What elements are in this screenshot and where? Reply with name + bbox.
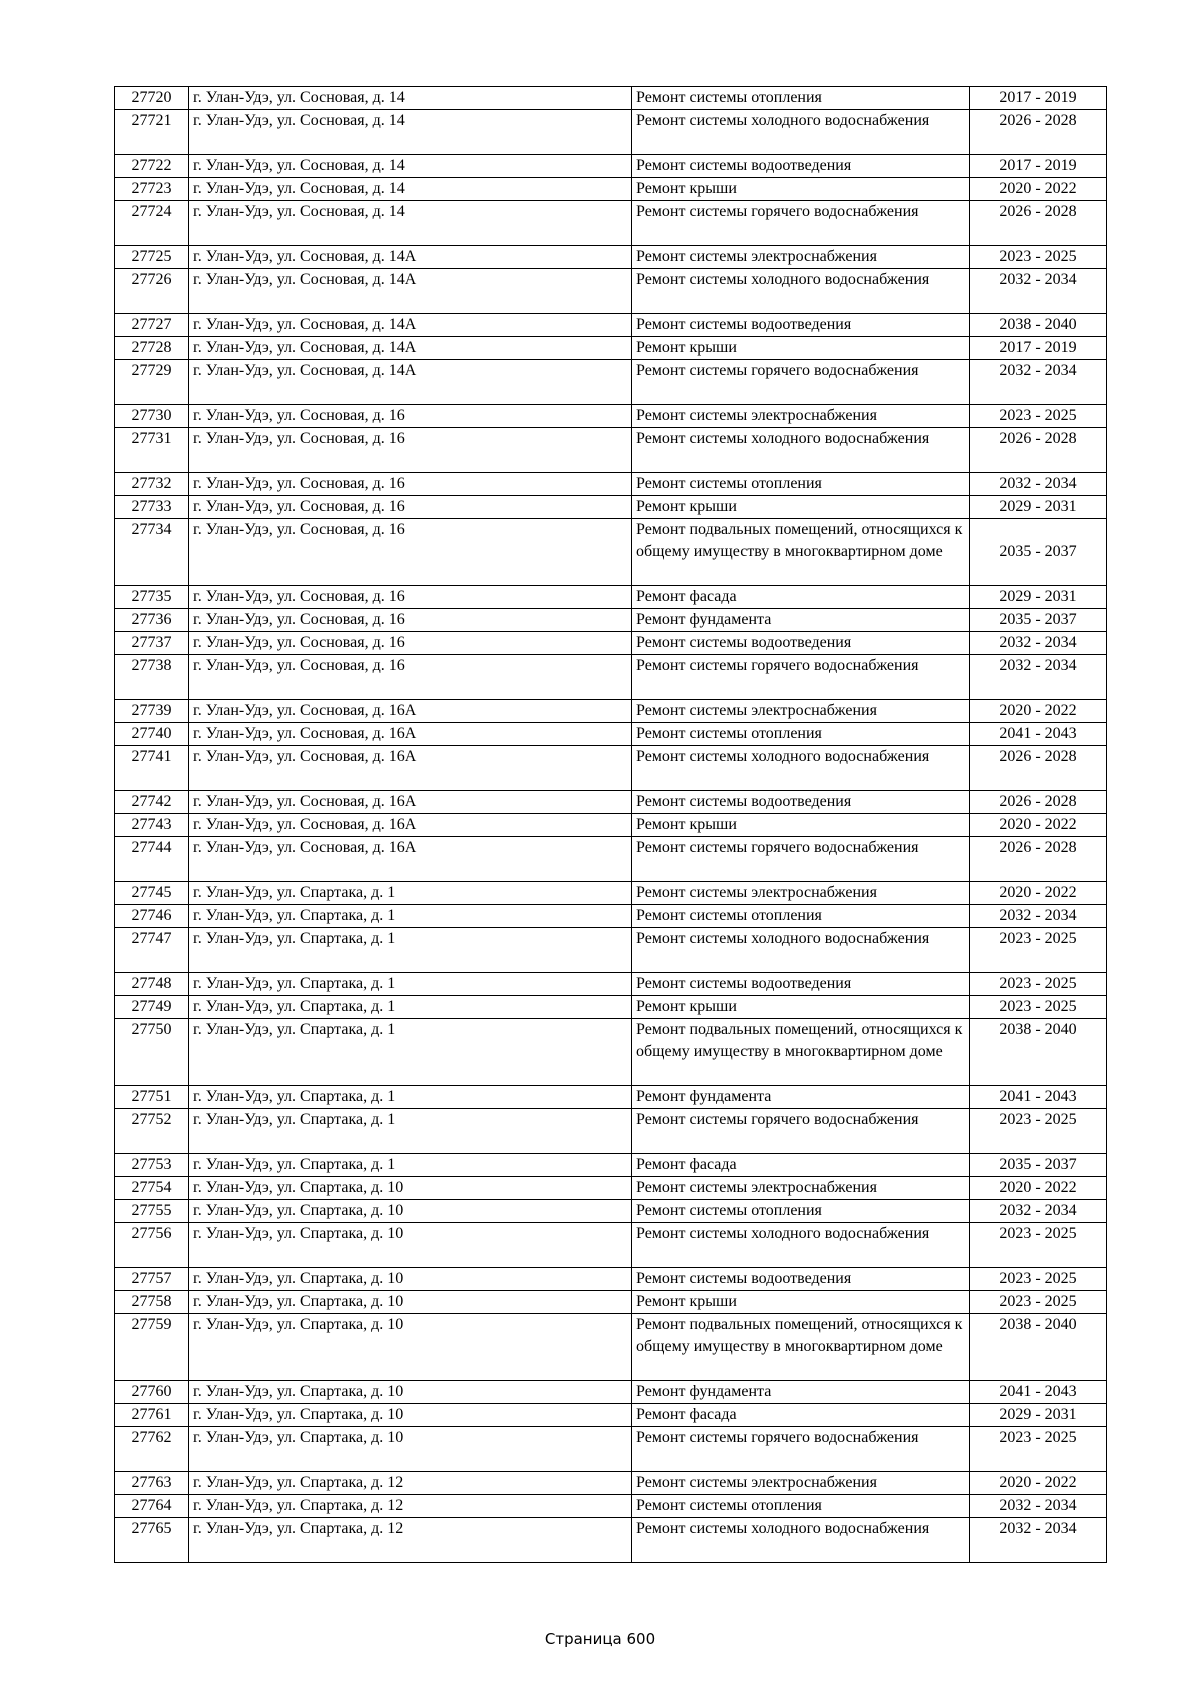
- row-number: 27732: [115, 473, 189, 496]
- row-work-type: Ремонт системы водоотведения: [632, 973, 970, 996]
- table-row: [115, 1268, 1107, 1291]
- row-address: г. Улан-Удэ, ул. Сосновая, д. 14: [189, 155, 632, 178]
- table-row: [115, 1109, 1107, 1154]
- row-work-type: Ремонт системы водоотведения: [632, 791, 970, 814]
- row-number: 27739: [115, 700, 189, 723]
- row-number: 27723: [115, 178, 189, 201]
- row-work-type: Ремонт системы холодного водоснабжения: [632, 110, 970, 155]
- row-period: 2020 - 2022: [970, 1177, 1107, 1200]
- table-row: [115, 1381, 1107, 1404]
- row-work-type: Ремонт системы отопления: [632, 1495, 970, 1518]
- row-work-type: Ремонт крыши: [632, 814, 970, 837]
- row-work-type: Ремонт системы холодного водоснабжения: [632, 746, 970, 791]
- row-period: 2023 - 2025: [970, 1223, 1107, 1268]
- row-address: г. Улан-Удэ, ул. Сосновая, д. 16А: [189, 723, 632, 746]
- row-work-type: Ремонт системы отопления: [632, 1200, 970, 1223]
- row-number: 27765: [115, 1518, 189, 1563]
- row-period: 2023 - 2025: [970, 1427, 1107, 1472]
- row-address: г. Улан-Удэ, ул. Сосновая, д. 16: [189, 632, 632, 655]
- table-row: [115, 586, 1107, 609]
- row-address: г. Улан-Удэ, ул. Спартака, д. 1: [189, 973, 632, 996]
- row-number: 27742: [115, 791, 189, 814]
- table-row: [115, 519, 1107, 586]
- row-address: г. Улан-Удэ, ул. Спартака, д. 1: [189, 905, 632, 928]
- row-period: 2026 - 2028: [970, 428, 1107, 473]
- row-work-type: Ремонт фасада: [632, 1404, 970, 1427]
- table-row: [115, 246, 1107, 269]
- row-address: г. Улан-Удэ, ул. Сосновая, д. 14А: [189, 269, 632, 314]
- table-row: [115, 87, 1107, 110]
- row-period: 2026 - 2028: [970, 746, 1107, 791]
- row-address: г. Улан-Удэ, ул. Сосновая, д. 14А: [189, 246, 632, 269]
- row-period: 2032 - 2034: [970, 655, 1107, 700]
- row-period: 2023 - 2025: [970, 1291, 1107, 1314]
- row-period: 2026 - 2028: [970, 791, 1107, 814]
- row-address: г. Улан-Удэ, ул. Сосновая, д. 16: [189, 428, 632, 473]
- row-number: 27726: [115, 269, 189, 314]
- row-work-type: Ремонт подвальных помещений, относящихся к общему имуществу в многоквартирном доме: [632, 1314, 970, 1381]
- row-number: 27761: [115, 1404, 189, 1427]
- row-work-type: Ремонт системы горячего водоснабжения: [632, 360, 970, 405]
- row-number: 27740: [115, 723, 189, 746]
- row-address: г. Улан-Удэ, ул. Сосновая, д. 14А: [189, 314, 632, 337]
- table-row: [115, 428, 1107, 473]
- row-work-type: Ремонт фасада: [632, 586, 970, 609]
- row-address: г. Улан-Удэ, ул. Спартака, д. 1: [189, 928, 632, 973]
- row-number: 27763: [115, 1472, 189, 1495]
- table-row: [115, 1086, 1107, 1109]
- row-work-type: Ремонт системы холодного водоснабжения: [632, 428, 970, 473]
- row-address: г. Улан-Удэ, ул. Сосновая, д. 16: [189, 519, 632, 586]
- row-number: 27757: [115, 1268, 189, 1291]
- table-row: [115, 1177, 1107, 1200]
- table-row: [115, 1223, 1107, 1268]
- row-period: 2035 - 2037: [970, 1154, 1107, 1177]
- row-number: 27736: [115, 609, 189, 632]
- row-number: 27754: [115, 1177, 189, 1200]
- table-row: [115, 1291, 1107, 1314]
- row-address: г. Улан-Удэ, ул. Сосновая, д. 16А: [189, 791, 632, 814]
- row-number: 27721: [115, 110, 189, 155]
- row-number: 27756: [115, 1223, 189, 1268]
- row-period: 2023 - 2025: [970, 996, 1107, 1019]
- row-address: г. Улан-Удэ, ул. Сосновая, д. 14: [189, 201, 632, 246]
- row-address: г. Улан-Удэ, ул. Спартака, д. 1: [189, 996, 632, 1019]
- row-work-type: Ремонт системы электроснабжения: [632, 882, 970, 905]
- row-work-type: Ремонт фундамента: [632, 1086, 970, 1109]
- table-row: [115, 473, 1107, 496]
- table-row: [115, 1404, 1107, 1427]
- table-row: [115, 905, 1107, 928]
- row-period: 2029 - 2031: [970, 586, 1107, 609]
- row-period: 2026 - 2028: [970, 837, 1107, 882]
- row-address: г. Улан-Удэ, ул. Сосновая, д. 14: [189, 178, 632, 201]
- row-number: 27743: [115, 814, 189, 837]
- row-period: 2041 - 2043: [970, 1381, 1107, 1404]
- row-period: 2032 - 2034: [970, 905, 1107, 928]
- row-number: 27744: [115, 837, 189, 882]
- row-address: г. Улан-Удэ, ул. Сосновая, д. 16: [189, 405, 632, 428]
- row-address: г. Улан-Удэ, ул. Сосновая, д. 14: [189, 110, 632, 155]
- row-address: г. Улан-Удэ, ул. Сосновая, д. 16: [189, 496, 632, 519]
- table-row: [115, 1427, 1107, 1472]
- row-address: г. Улан-Удэ, ул. Спартака, д. 1: [189, 1019, 632, 1086]
- row-work-type: Ремонт системы отопления: [632, 87, 970, 110]
- row-work-type: Ремонт системы водоотведения: [632, 632, 970, 655]
- row-address: г. Улан-Удэ, ул. Сосновая, д. 16А: [189, 746, 632, 791]
- row-period: 2020 - 2022: [970, 700, 1107, 723]
- row-number: 27748: [115, 973, 189, 996]
- table-body: [115, 87, 1107, 1563]
- row-period: 2032 - 2034: [970, 1495, 1107, 1518]
- row-period: 2017 - 2019: [970, 337, 1107, 360]
- row-period: 2032 - 2034: [970, 269, 1107, 314]
- row-period: 2032 - 2034: [970, 1518, 1107, 1563]
- page-number: Страница 600: [544, 1630, 656, 1648]
- row-period: 2020 - 2022: [970, 882, 1107, 905]
- row-period: 2023 - 2025: [970, 1268, 1107, 1291]
- row-address: г. Улан-Удэ, ул. Сосновая, д. 14: [189, 87, 632, 110]
- row-period: 2038 - 2040: [970, 314, 1107, 337]
- table-row: [115, 791, 1107, 814]
- row-period: 2020 - 2022: [970, 814, 1107, 837]
- row-period: 2017 - 2019: [970, 87, 1107, 110]
- row-period: 2026 - 2028: [970, 110, 1107, 155]
- table-row: [115, 837, 1107, 882]
- row-number: 27741: [115, 746, 189, 791]
- row-work-type: Ремонт системы отопления: [632, 723, 970, 746]
- table-row: [115, 360, 1107, 405]
- table-row: [115, 1200, 1107, 1223]
- table-row: [115, 1314, 1107, 1381]
- table-row: [115, 269, 1107, 314]
- row-address: г. Улан-Удэ, ул. Спартака, д. 1: [189, 1086, 632, 1109]
- row-work-type: Ремонт крыши: [632, 1291, 970, 1314]
- row-address: г. Улан-Удэ, ул. Сосновая, д. 16А: [189, 814, 632, 837]
- row-number: 27725: [115, 246, 189, 269]
- row-period: 2023 - 2025: [970, 405, 1107, 428]
- row-work-type: Ремонт системы электроснабжения: [632, 700, 970, 723]
- row-work-type: Ремонт крыши: [632, 496, 970, 519]
- table-row: [115, 178, 1107, 201]
- table-row: [115, 496, 1107, 519]
- row-number: 27734: [115, 519, 189, 586]
- row-work-type: Ремонт крыши: [632, 178, 970, 201]
- row-work-type: Ремонт системы горячего водоснабжения: [632, 837, 970, 882]
- repair-schedule-table: [114, 86, 1107, 1563]
- row-number: 27745: [115, 882, 189, 905]
- row-number: 27764: [115, 1495, 189, 1518]
- row-number: 27750: [115, 1019, 189, 1086]
- row-number: 27731: [115, 428, 189, 473]
- row-number: 27728: [115, 337, 189, 360]
- row-period: 2029 - 2031: [970, 1404, 1107, 1427]
- table-row: [115, 1019, 1107, 1086]
- row-work-type: Ремонт системы водоотведения: [632, 1268, 970, 1291]
- row-number: 27759: [115, 1314, 189, 1381]
- table-row: [115, 201, 1107, 246]
- row-work-type: Ремонт системы холодного водоснабжения: [632, 1223, 970, 1268]
- row-number: 27752: [115, 1109, 189, 1154]
- row-address: г. Улан-Удэ, ул. Спартака, д. 12: [189, 1495, 632, 1518]
- row-address: г. Улан-Удэ, ул. Спартака, д. 10: [189, 1314, 632, 1381]
- table-row: [115, 155, 1107, 178]
- row-period: 2017 - 2019: [970, 155, 1107, 178]
- row-work-type: Ремонт системы электроснабжения: [632, 405, 970, 428]
- row-work-type: Ремонт системы горячего водоснабжения: [632, 1427, 970, 1472]
- row-work-type: Ремонт системы электроснабжения: [632, 1177, 970, 1200]
- row-number: 27737: [115, 632, 189, 655]
- table-row: [115, 996, 1107, 1019]
- row-period: 2035 - 2037: [970, 609, 1107, 632]
- row-work-type: Ремонт системы горячего водоснабжения: [632, 655, 970, 700]
- row-work-type: Ремонт системы холодного водоснабжения: [632, 269, 970, 314]
- row-work-type: Ремонт системы водоотведения: [632, 314, 970, 337]
- row-work-type: Ремонт фундамента: [632, 609, 970, 632]
- row-work-type: Ремонт крыши: [632, 337, 970, 360]
- row-number: 27760: [115, 1381, 189, 1404]
- row-address: г. Улан-Удэ, ул. Сосновая, д. 16А: [189, 700, 632, 723]
- row-work-type: Ремонт фундамента: [632, 1381, 970, 1404]
- row-number: 27735: [115, 586, 189, 609]
- row-period: 2026 - 2028: [970, 201, 1107, 246]
- row-address: г. Улан-Удэ, ул. Сосновая, д. 16А: [189, 837, 632, 882]
- row-address: г. Улан-Удэ, ул. Спартака, д. 1: [189, 1154, 632, 1177]
- row-number: 27733: [115, 496, 189, 519]
- row-number: 27755: [115, 1200, 189, 1223]
- table-row: [115, 314, 1107, 337]
- row-address: г. Улан-Удэ, ул. Спартака, д. 1: [189, 882, 632, 905]
- table-row: [115, 337, 1107, 360]
- row-work-type: Ремонт подвальных помещений, относящихся к общему имуществу в многоквартирном доме: [632, 519, 970, 586]
- row-address: г. Улан-Удэ, ул. Сосновая, д. 16: [189, 586, 632, 609]
- row-number: 27751: [115, 1086, 189, 1109]
- row-period: 2029 - 2031: [970, 496, 1107, 519]
- row-period: 2035 - 2037: [970, 519, 1107, 586]
- row-period: 2038 - 2040: [970, 1314, 1107, 1381]
- row-work-type: Ремонт системы холодного водоснабжения: [632, 1518, 970, 1563]
- row-work-type: Ремонт фасада: [632, 1154, 970, 1177]
- table-row: [115, 632, 1107, 655]
- table-row: [115, 746, 1107, 791]
- row-address: г. Улан-Удэ, ул. Спартака, д. 10: [189, 1268, 632, 1291]
- row-number: 27746: [115, 905, 189, 928]
- table-row: [115, 1154, 1107, 1177]
- table-row: [115, 723, 1107, 746]
- row-period: 2023 - 2025: [970, 973, 1107, 996]
- row-address: г. Улан-Удэ, ул. Сосновая, д. 14А: [189, 360, 632, 405]
- row-number: 27720: [115, 87, 189, 110]
- table-row: [115, 609, 1107, 632]
- row-work-type: Ремонт крыши: [632, 996, 970, 1019]
- table-row: [115, 973, 1107, 996]
- row-number: 27747: [115, 928, 189, 973]
- row-address: г. Улан-Удэ, ул. Сосновая, д. 16: [189, 473, 632, 496]
- row-period: 2041 - 2043: [970, 1086, 1107, 1109]
- table-row: [115, 405, 1107, 428]
- table-row: [115, 1472, 1107, 1495]
- table-row: [115, 928, 1107, 973]
- row-work-type: Ремонт системы горячего водоснабжения: [632, 1109, 970, 1154]
- row-period: 2041 - 2043: [970, 723, 1107, 746]
- table-row: [115, 655, 1107, 700]
- row-period: 2032 - 2034: [970, 360, 1107, 405]
- row-work-type: Ремонт системы водоотведения: [632, 155, 970, 178]
- row-period: 2032 - 2034: [970, 632, 1107, 655]
- row-number: 27722: [115, 155, 189, 178]
- row-period: 2023 - 2025: [970, 246, 1107, 269]
- row-period: 2032 - 2034: [970, 1200, 1107, 1223]
- row-period: 2020 - 2022: [970, 1472, 1107, 1495]
- row-work-type: Ремонт системы отопления: [632, 473, 970, 496]
- row-number: 27729: [115, 360, 189, 405]
- row-number: 27724: [115, 201, 189, 246]
- row-address: г. Улан-Удэ, ул. Спартака, д. 10: [189, 1381, 632, 1404]
- row-number: 27738: [115, 655, 189, 700]
- row-address: г. Улан-Удэ, ул. Спартака, д. 10: [189, 1223, 632, 1268]
- row-number: 27758: [115, 1291, 189, 1314]
- row-period: 2038 - 2040: [970, 1019, 1107, 1086]
- table-row: [115, 882, 1107, 905]
- row-period: 2032 - 2034: [970, 473, 1107, 496]
- row-address: г. Улан-Удэ, ул. Спартака, д. 10: [189, 1291, 632, 1314]
- row-number: 27753: [115, 1154, 189, 1177]
- table-row: [115, 1495, 1107, 1518]
- table-row: [115, 700, 1107, 723]
- row-address: г. Улан-Удэ, ул. Спартака, д. 12: [189, 1518, 632, 1563]
- row-period: 2020 - 2022: [970, 178, 1107, 201]
- row-address: г. Улан-Удэ, ул. Спартака, д. 1: [189, 1109, 632, 1154]
- row-number: 27730: [115, 405, 189, 428]
- row-address: г. Улан-Удэ, ул. Спартака, д. 12: [189, 1472, 632, 1495]
- row-address: г. Улан-Удэ, ул. Спартака, д. 10: [189, 1200, 632, 1223]
- row-address: г. Улан-Удэ, ул. Спартака, д. 10: [189, 1177, 632, 1200]
- row-work-type: Ремонт системы электроснабжения: [632, 1472, 970, 1495]
- table-row: [115, 814, 1107, 837]
- row-address: г. Улан-Удэ, ул. Спартака, д. 10: [189, 1404, 632, 1427]
- row-address: г. Улан-Удэ, ул. Сосновая, д. 16: [189, 609, 632, 632]
- row-work-type: Ремонт подвальных помещений, относящихся к общему имуществу в многоквартирном доме: [632, 1019, 970, 1086]
- row-period: 2023 - 2025: [970, 1109, 1107, 1154]
- row-work-type: Ремонт системы электроснабжения: [632, 246, 970, 269]
- table-row: [115, 1518, 1107, 1563]
- row-address: г. Улан-Удэ, ул. Сосновая, д. 16: [189, 655, 632, 700]
- row-work-type: Ремонт системы холодного водоснабжения: [632, 928, 970, 973]
- row-period: 2023 - 2025: [970, 928, 1107, 973]
- row-work-type: Ремонт системы отопления: [632, 905, 970, 928]
- row-work-type: Ремонт системы горячего водоснабжения: [632, 201, 970, 246]
- row-address: г. Улан-Удэ, ул. Спартака, д. 10: [189, 1427, 632, 1472]
- row-number: 27727: [115, 314, 189, 337]
- row-number: 27749: [115, 996, 189, 1019]
- row-number: 27762: [115, 1427, 189, 1472]
- table-row: [115, 110, 1107, 155]
- row-address: г. Улан-Удэ, ул. Сосновая, д. 14А: [189, 337, 632, 360]
